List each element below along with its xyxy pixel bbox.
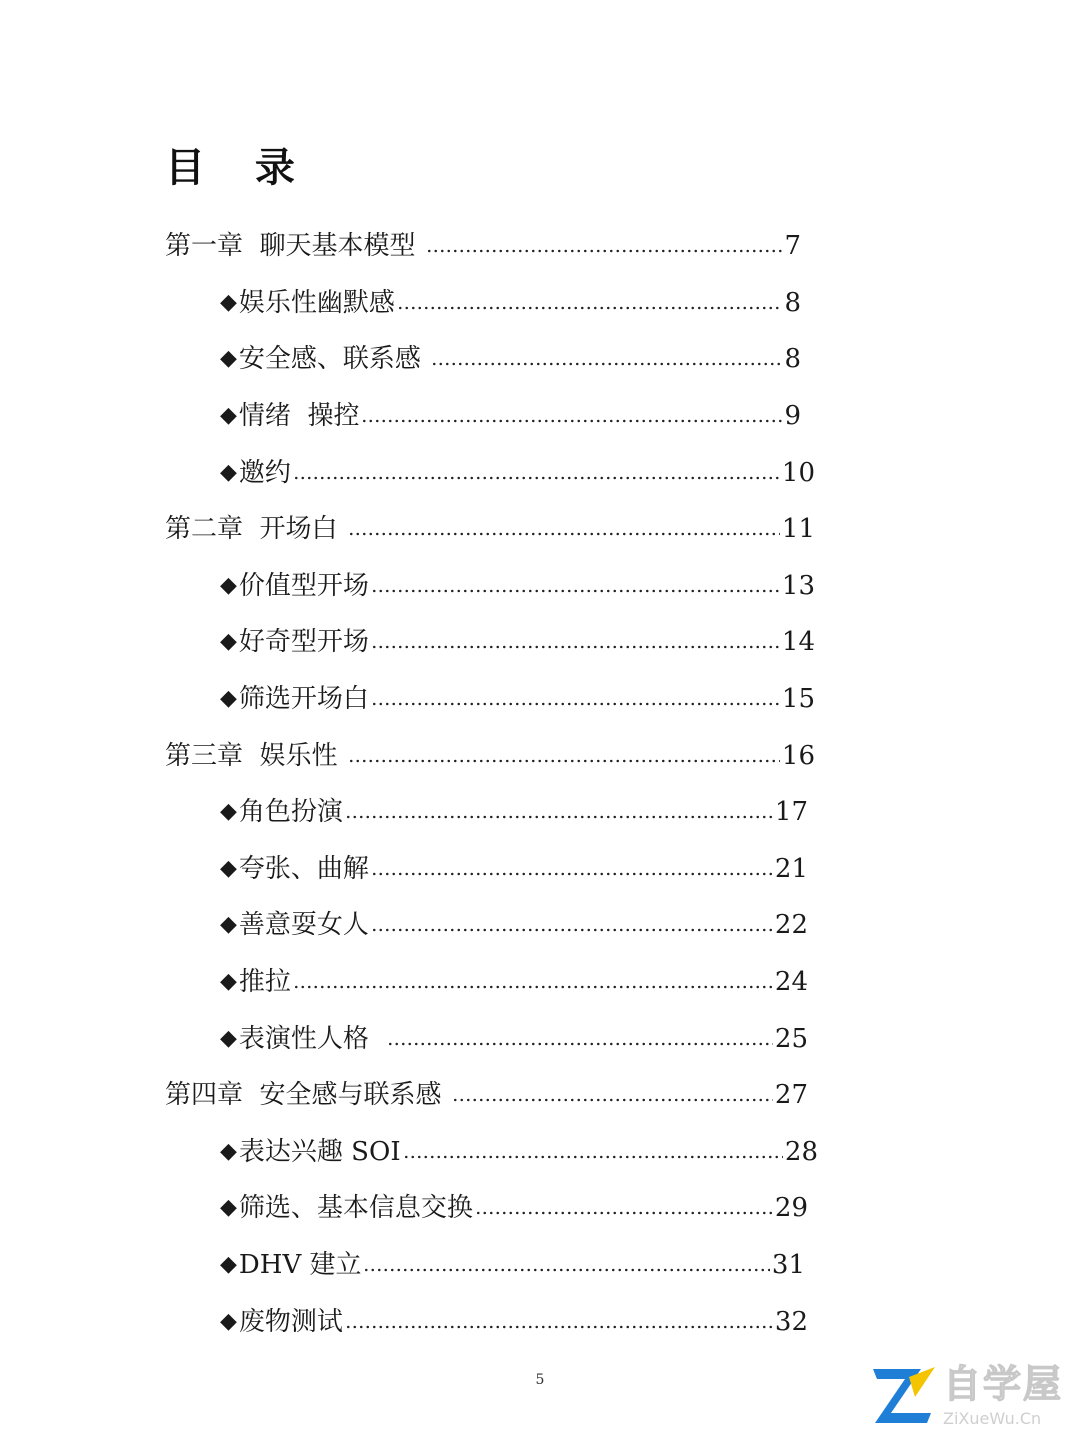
toc-section-row [0, 444, 815, 501]
toc-entry-page: 31 [771, 1249, 805, 1280]
toc-entry-page: 25 [774, 1023, 808, 1054]
diamond-bullet-icon: ◆ [220, 799, 237, 825]
diamond-bullet-icon: ◆ [220, 1138, 237, 1164]
toc-entry-title: 娱乐性幽默感 [238, 287, 395, 318]
toc-entry-title: 第二章 开场白 [165, 514, 346, 545]
toc-entry-title: DHV 建立 [238, 1249, 362, 1280]
toc-entry-title: 废物测试 [238, 1306, 343, 1337]
toc-entry-title: 安全感、联系感 [238, 344, 430, 375]
toc-section-row [0, 614, 815, 671]
toc-entry-title: 情绪 操控 [238, 401, 360, 432]
toc-section-row [0, 671, 815, 728]
dot-leader [345, 1324, 773, 1330]
toc-chapter-row [0, 218, 801, 275]
toc-entry-title: 表达兴趣 SOI [238, 1136, 401, 1167]
toc-entry-page: 32 [774, 1306, 808, 1337]
toc-entry-page: 16 [781, 740, 815, 771]
toc-entry-page: 11 [781, 514, 815, 545]
diamond-bullet-icon: ◆ [220, 1025, 237, 1051]
dot-leader [345, 814, 773, 820]
toc-section-row [0, 954, 808, 1011]
diamond-bullet-icon: ◆ [220, 855, 237, 881]
toc-entry-page: 14 [781, 627, 815, 658]
toc-entry-title: 表演性人格 [238, 1023, 386, 1054]
dot-leader [371, 871, 773, 877]
diamond-bullet-icon: ◆ [220, 289, 237, 315]
toc-entry-title: 第四章 安全感与联系感 [165, 1080, 450, 1111]
dot-leader [387, 1041, 772, 1047]
toc-chapter-row [0, 501, 815, 558]
table-of-contents [0, 218, 1080, 1350]
toc-entry-page: 10 [781, 457, 815, 488]
toc-entry-title: 第一章 聊天基本模型 [165, 231, 424, 262]
toc-entry-title: 好奇型开场 [238, 627, 369, 658]
toc-section-row [0, 784, 808, 841]
toc-entry-title: 邀约 [238, 457, 291, 488]
diamond-bullet-icon: ◆ [220, 346, 237, 372]
toc-entry-title: 筛选开场白 [238, 684, 369, 715]
toc-section-row [0, 558, 815, 615]
toc-section-row [0, 1180, 808, 1237]
dot-leader [431, 361, 782, 367]
toc-entry-page: 9 [784, 401, 801, 432]
watermark-url: ZiXueWu.Cn [943, 1409, 1042, 1428]
toc-section-row [0, 897, 808, 954]
diamond-bullet-icon: ◆ [220, 686, 237, 712]
watermark [869, 1363, 1074, 1433]
diamond-bullet-icon: ◆ [220, 969, 237, 995]
diamond-bullet-icon: ◆ [220, 459, 237, 485]
diamond-bullet-icon: ◆ [220, 912, 237, 938]
diamond-bullet-icon: ◆ [220, 572, 237, 598]
toc-section-row [0, 275, 801, 332]
toc-entry-page: 15 [781, 684, 815, 715]
dot-leader [397, 305, 783, 311]
dot-leader [348, 758, 780, 764]
dot-leader [426, 248, 783, 254]
toc-entry-page: 8 [784, 344, 801, 375]
toc-section-row [0, 388, 801, 445]
toc-section-row [0, 331, 801, 388]
dot-leader [371, 701, 780, 707]
toc-entry-title: 善意耍女人 [238, 910, 369, 941]
dot-leader [371, 644, 780, 650]
toc-entry-page: 13 [781, 570, 815, 601]
toc-entry-page: 24 [774, 967, 808, 998]
toc-section-row [0, 1293, 808, 1350]
diamond-bullet-icon: ◆ [220, 1195, 237, 1221]
diamond-bullet-icon: ◆ [220, 629, 237, 655]
page-number: 5 [535, 1372, 545, 1388]
dot-leader [293, 475, 780, 481]
dot-leader [452, 1097, 773, 1103]
toc-entry-page: 22 [774, 910, 808, 941]
toc-entry-title: 推拉 [238, 967, 291, 998]
dot-leader [293, 984, 773, 990]
toc-entry-page: 29 [774, 1193, 808, 1224]
toc-entry-page: 7 [784, 231, 801, 262]
toc-entry-page: 21 [774, 853, 808, 884]
dot-leader [361, 418, 782, 424]
toc-entry-title: 第三章 娱乐性 [165, 740, 346, 771]
diamond-bullet-icon: ◆ [220, 1308, 237, 1334]
dot-leader [348, 531, 780, 537]
toc-section-row [0, 841, 808, 898]
page-title: 目 录 [165, 145, 313, 191]
zixuewu-logo-icon [869, 1363, 939, 1425]
dot-leader [371, 927, 773, 933]
toc-chapter-row [0, 727, 815, 784]
toc-entry-page: 28 [784, 1136, 818, 1167]
toc-section-row [0, 1237, 805, 1294]
toc-entry-page: 17 [774, 797, 808, 828]
toc-entry-page: 8 [784, 287, 801, 318]
watermark-name: 自学屋 [943, 1362, 1064, 1406]
dot-leader [363, 1267, 769, 1273]
toc-entry-title: 价值型开场 [238, 570, 369, 601]
dot-leader [371, 588, 780, 594]
toc-section-row [0, 1010, 808, 1067]
dot-leader [475, 1210, 773, 1216]
diamond-bullet-icon: ◆ [220, 1251, 237, 1277]
diamond-bullet-icon: ◆ [220, 403, 237, 429]
dot-leader [403, 1154, 783, 1160]
toc-entry-title: 夸张、曲解 [238, 853, 369, 884]
toc-chapter-row [0, 1067, 808, 1124]
toc-entry-title: 筛选、基本信息交换 [238, 1193, 473, 1224]
toc-entry-page: 27 [774, 1080, 808, 1111]
toc-section-row [0, 1124, 818, 1181]
toc-entry-title: 角色扮演 [238, 797, 343, 828]
